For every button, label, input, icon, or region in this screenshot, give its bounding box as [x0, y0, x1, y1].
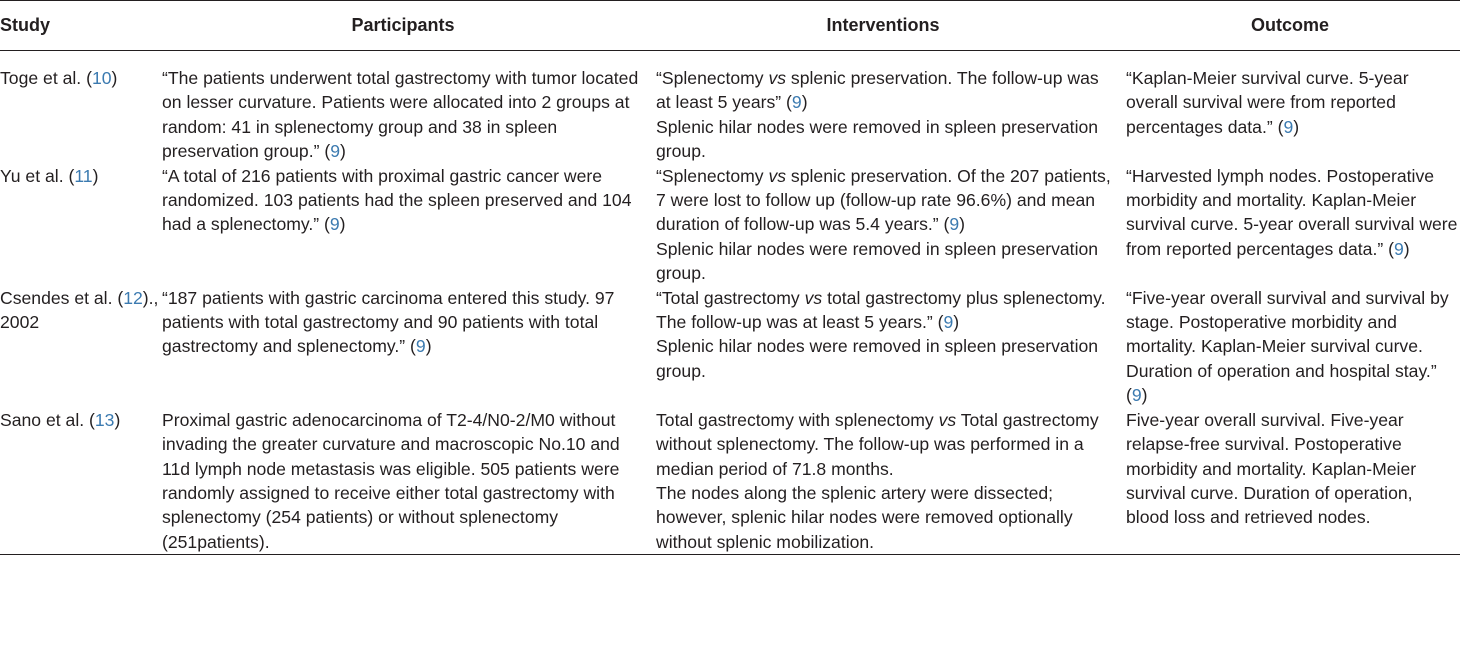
header-row	[0, 1, 1460, 51]
reference-link[interactable]: 9	[415, 336, 426, 357]
study-name: Sano et al. (	[0, 409, 95, 430]
header-participants: Participants	[160, 1, 646, 51]
outcome-cell	[1120, 408, 1460, 555]
participants-cell	[160, 408, 646, 555]
closing-paren: )	[340, 141, 346, 162]
intervention-note: Splenic hilar nodes were removed in spleen preservation group.	[656, 238, 1099, 284]
reference-link[interactable]: 9	[1283, 116, 1294, 137]
reference-link[interactable]: 11	[74, 165, 93, 186]
interventions-cell	[646, 51, 1120, 164]
study-name: Toge et al. (	[0, 68, 92, 88]
reference-link[interactable]: 9	[330, 141, 340, 162]
intervention-text: Total gastrectomy with splenectomy vs Total gastrectomy without splenectomy. The follow-up was performed in a median period of 71.8 months.	[656, 409, 1099, 479]
study-cell	[0, 286, 160, 408]
participants-text: Proximal gastric adenocarcinoma of T2-4/N0-2/M0 without invading the greater curvature and macroscopic No.10 and 11d lymph node metastasis was eligible. 505 patients were randomly assigned to receive either total gastrectomy with splenectomy (254 patients) or without splenectomy (251patients).	[162, 409, 620, 552]
study-cell	[0, 164, 160, 286]
outcome-text: “Harvested lymph nodes. Postoperative morbidity and mortality. Kaplan-Meier survival curve. 5-year overall survival were from reported percentages data.” (	[1126, 165, 1458, 259]
intervention-note: Splenic hilar nodes were removed in spleen preservation group.	[656, 336, 1099, 381]
study-suffix: )	[92, 165, 99, 186]
outcome-cell: “Five-year overall survival and survival by stage. Postoperative morbidity and mortality. Kaplan-Meier survival curve. Duration of operation and hospital stay.” (9)	[1126, 287, 1449, 406]
interventions-cell	[646, 286, 1120, 408]
reference-link[interactable]: 9	[1393, 238, 1404, 259]
study-suffix: )	[111, 68, 118, 88]
header-outcome: Outcome	[1120, 1, 1460, 51]
participants-text: “187 patients with gastric carcinoma entered this study. 97 patients with total gastrectomy and 90 patients with total gastrectomy and splenectomy.” (	[162, 287, 615, 357]
header-study: Study	[0, 1, 160, 51]
intervention-text: “Total gastrectomy vs total gastrectomy plus splenectomy.	[656, 287, 1106, 308]
reference-link[interactable]: 9	[791, 92, 802, 113]
participants-cell: “187 patients with gastric carcinoma entered this study. 97 patients with total gastrectomy and 90 patients with total gastrectomy and splenectomy.” (9)	[162, 287, 615, 357]
participants-cell: “A total of 216 patients with proximal gastric cancer were randomized. 103 patients had the spleen preserved and 104 had a splenectomy.” (9)	[162, 165, 632, 235]
study-name: Yu et al. (	[0, 165, 75, 186]
participants-cell	[160, 51, 646, 164]
table-row	[0, 408, 1460, 555]
participants-text: “The patients underwent total gastrectomy with tumor located on lesser curvature. Patients were allocated into 2 groups at random: 41 in splenectomy group and 38 in spleen preservation group.” (	[162, 68, 639, 162]
table-row	[0, 286, 1460, 408]
reference-link[interactable]: 9	[1131, 385, 1142, 406]
table-row	[0, 51, 1460, 164]
interventions-cell	[646, 164, 1120, 286]
reference-link[interactable]: 9	[329, 214, 340, 235]
study-suffix: )., 2002	[0, 287, 159, 333]
reference-link[interactable]: 9	[949, 214, 960, 235]
study-name: Csendes et al. (	[0, 287, 124, 308]
intervention-note: The nodes along the splenic artery were dissected; however, splenic hilar nodes were removed optionally without splenic mobilization.	[656, 482, 1073, 552]
intervention-text: “Splenectomy vs splenic preservation. The follow-up was at least 5 years” (9)	[656, 68, 1099, 113]
outcome-text: Five-year overall survival. Five-year relapse-free survival. Postoperative morbidity and mortality. Kaplan-Meier survival curve. Duration of operation, blood loss and retrieved nodes.	[1126, 409, 1417, 528]
table-row	[0, 164, 1460, 286]
interventions-cell	[646, 408, 1120, 555]
study-suffix: )	[114, 409, 121, 430]
intervention-note: Splenic hilar nodes were removed in spleen preservation group.	[656, 116, 1099, 162]
participants-text: “A total of 216 patients with proximal gastric cancer were randomized. 103 patients had the spleen preserved and 104 had a splenectomy.” (	[162, 165, 632, 235]
reference-link[interactable]: 9	[943, 312, 954, 333]
reference-link[interactable]: 13	[94, 409, 115, 430]
study-cell	[0, 408, 160, 555]
outcome-cell: “Kaplan-Meier survival curve. 5-year overall survival were from reported percentages data.” (9)	[1126, 68, 1409, 137]
reference-link[interactable]: 10	[91, 68, 112, 88]
header-interventions: Interventions	[646, 1, 1120, 51]
outcome-text: “Five-year overall survival and survival by stage. Postoperative morbidity and mortality. Kaplan-Meier survival curve. Duration of operation and hospital stay.” (	[1126, 287, 1449, 406]
reference-link[interactable]: 12	[123, 287, 143, 308]
study-cell	[0, 51, 160, 164]
outcome-text: “Kaplan-Meier survival curve. 5-year overall survival were from reported percentages data.” (	[1126, 68, 1409, 137]
intervention-follow-up: The follow-up was at least 5 years.” (9)	[656, 312, 960, 333]
outcome-cell: “Harvested lymph nodes. Postoperative morbidity and mortality. Kaplan-Meier survival curve. 5-year overall survival were from reported percentages data.” (9)	[1126, 165, 1458, 259]
intervention-text: “Splenectomy vs splenic preservation. Of the 207 patients, 7 were lost to follow up (follow-up rate 96.6%) and mean duration of follow-up was 5.4 years.” (9)	[656, 165, 1111, 235]
